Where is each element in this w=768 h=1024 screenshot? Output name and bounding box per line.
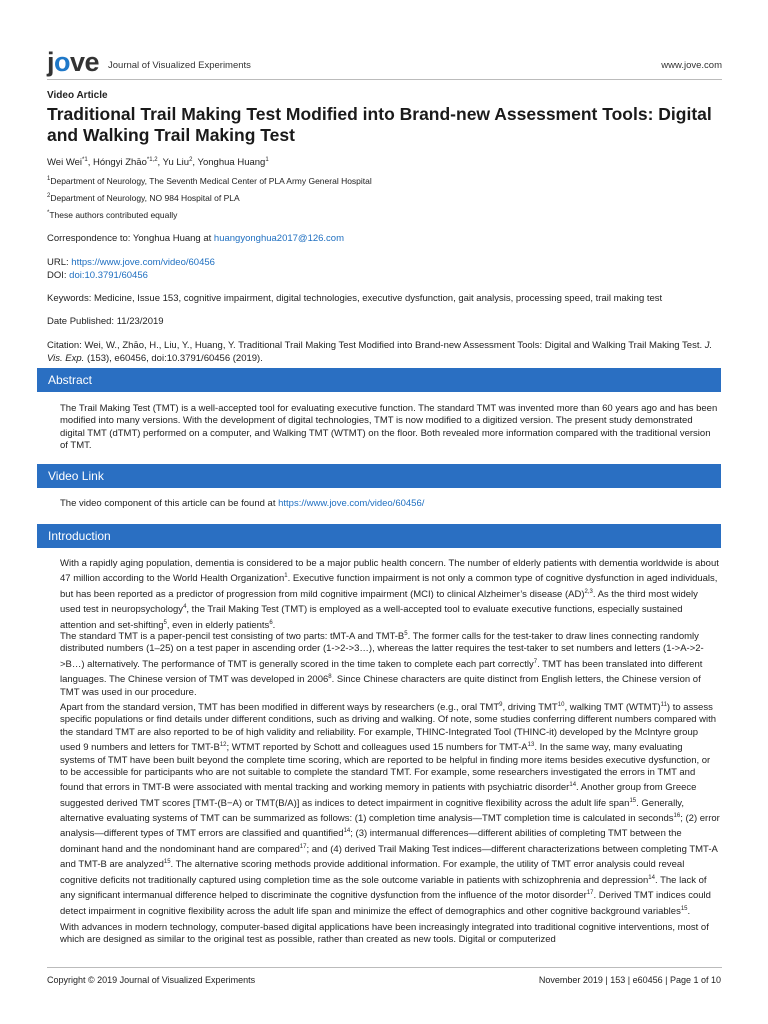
- footer-copyright: Copyright © 2019 Journal of Visualized Experiments: [47, 975, 256, 985]
- footer-page-info: November 2019 | 153 | e60456 | Page 1 of 10: [538, 975, 721, 985]
- intro-paragraph-3: Apart from the standard version, TMT has been modified in different ways by researchers (e.g., oral TMT$^9$, driving TMT$^{10}$, walking TMT (WTMT)$^{11}$) to assess specific populations or find details under different conditions, such as driving and walking. Of note, some studies conferring different numbers compared with the standard TMT are also reported to be of high validity and reliability. For example, THINC-Integrated Tool (THINC-it) developed by the McIntyre group used 9 numbers and letters for TMT-$B^{12}$; WTMT reported by Schott and colleagues used 15 numbers for TMT-$A^{13}$. In the same way, many evaluating systems of TMT have been built beyond the complete time scoring, which are reported to be helpful in finding more items besides executive dysfunction, or to be accessible for participants who are not suitable to complete the standard TMT. For example, some researchers investigated the errors in TMT and found that errors in TMT-B were associated with mental tracking and working memory in patients with psychiatric disorder$^{14}$. Another group from Greece suggested derived TMT scores [TMT-(B−A) or TMT(B/A)] as indices to detect impairment in cognitive flexibility across the adult life span$^{15}$. Generally, alternative evaluating systems of TMT can be summarized as follows: (1) completion time analysis—TMT completion time is calculated in seconds$^{16}$; (2) error analysis—different types of TMT errors are classified and quantified$^{14}$; (3) intermanual differences—different abilities of completing TMT between the dominant hand and the nondominant hand are compared$^{17}$; and (4) derived Trail Making Test indices—different characterizations between completing TMT-A and TMT-B are analyzed$^{15}$. The alternative scoring methods provide additional information. For example, the utility of TMT error analysis could reveal cognitive deficits not traditionally captured using completion time as the sole outcome variable in patients with schizophrenia and depression$^{14}$. The lack of any significant intermanual difference helped to discriminate the cognitive dysfunction from the influence of the motor disorder$^{17}$. Derived TMT indices could detect impairment in cognitive flexibility across the adult life span and minimize the effect of demographics and other cognitive background variables$^{15}$.: [60, 702, 720, 917]
- article-doi: DOI: doi:10.3791/60456: [47, 270, 148, 282]
- header-divider: [47, 79, 722, 80]
- article-title: Traditional Trail Making Test Modified into Brand-new Assessment Tools: Digital and Walking Trail Making Test: [47, 104, 712, 145]
- site-url[interactable]: www.jove.com: [661, 60, 722, 71]
- video-link[interactable]: https://www.jove.com/video/60456/: [278, 498, 425, 509]
- abstract-text: The Trail Making Test (TMT) is a well-accepted tool for evaluating executive function. The standard TMT was invented more than 60 years ago and has been modified into many versions. With the development of digital technologies, TMT is now modified to a digitized version. The present study demonstrated digital TMT (dTMT) performed on a computer, and Walking TMT (WTMT) on the floor. Both revealed more information compared with the traditional version of TMT.: [60, 403, 718, 451]
- abstract-heading: Abstract: [37, 368, 721, 392]
- citation: Citation: Wei, W., Zhāo, H., Liu, Y., Huang, Y. Traditional Trail Making Test Modified into Brand-new Assessment Tools: Digital and Walking Trail Making Test. J. Vis. Exp. (153), e60456, doi:10.3791/60456 (2019).: [47, 340, 713, 365]
- correspondence-email-link[interactable]: huangyonghua2017@126.com: [213, 233, 345, 245]
- article-url-link[interactable]: https://www.jove.com/video/60456: [71, 257, 215, 269]
- article-url: URL: https://www.jove.com/video/60456: [47, 257, 215, 269]
- intro-paragraph-2: The standard TMT is a paper-pencil test consisting of two parts: tMT-A and TMT-$B^5$. The former calls for the test-taker to draw lines connecting randomly distributed numbers (1–25) on a test paper in ascending order (1->2->3…), whereas the latter requires the test-taker to set numbers and letters (1->A->2->B…) alternatively. The performance of TMT is generally scored in the time taken to complete each part correctly$^7$. TMT has been translated into different languages. The Chinese version of TMT was developed in 2006$^8$. Since Chinese characters are quite distinct from English letters, the Chinese version of TMT was used in our procedure.: [60, 631, 704, 698]
- affiliation-1: $^1$Department of Neurology, The Seventh Medical Center of PLA Army General Hospital: [47, 176, 372, 187]
- keywords: Keywords: Medicine, Issue 153, cognitive impairment, digital technologies, executive dysfunction, gait analysis, processing speed, trail making test: [47, 293, 663, 305]
- footer-divider: [47, 967, 722, 968]
- jove-logo[interactable]: jove: [47, 47, 100, 77]
- introduction-heading: Introduction: [37, 524, 721, 548]
- correspondence: Correspondence to: Yonghua Huang at huangyonghua2017@126.com: [47, 233, 345, 245]
- doi-link[interactable]: doi:10.3791/60456: [69, 270, 148, 282]
- date-published: Date Published: 11/23/2019: [47, 316, 164, 328]
- page-header: [47, 46, 722, 78]
- contribution-note: *These authors contributed equally: [47, 210, 178, 221]
- article-front-matter: [47, 90, 722, 365]
- video-link-text: The video component of this article can be found at https://www.jove.com/video/60456/: [60, 498, 425, 509]
- intro-paragraph-4: With advances in modern technology, computer-based digital applications have been increasingly integrated into traditional cognitive interventions, most of which are designed as similar to the original test as possible, rather than created as new tools. Digital or computerized: [60, 922, 709, 946]
- intro-paragraph-1: With a rapidly aging population, dementia is considered to be a major public health concern. The number of elderly patients with dementia worldwide is about 47 million according to the World Health Organization$^1$. Executive function impairment is not only a common type of cognitive dysfunction in aged individuals, but has been reported as a predictor of progression from mild cognitive impairment (MCI) to clinical Alzheimer’s disease (AD)$^{2,3}$. As the third most widely used test in neuropsychology$^4$, the Trail Making Test (TMT) is employed as a well-accepted tool to evaluate executive functions, especially sustained attention and set-shifting$^5$, even in elderly patients$^6$.: [60, 558, 719, 631]
- article-type: Video Article: [47, 90, 108, 101]
- affiliation-2: $^2$Department of Neurology, NO 984 Hospital of PLA: [47, 193, 240, 204]
- video-link-heading: Video Link: [37, 464, 721, 488]
- author-list: Wei Wei$^{*1}$, Hóngyi Zhāo$^{*1,2}$, Yu Liu$^2$, Yonghua Huang$^1$: [47, 157, 269, 169]
- journal-name: Journal of Visualized Experiments: [108, 60, 251, 71]
